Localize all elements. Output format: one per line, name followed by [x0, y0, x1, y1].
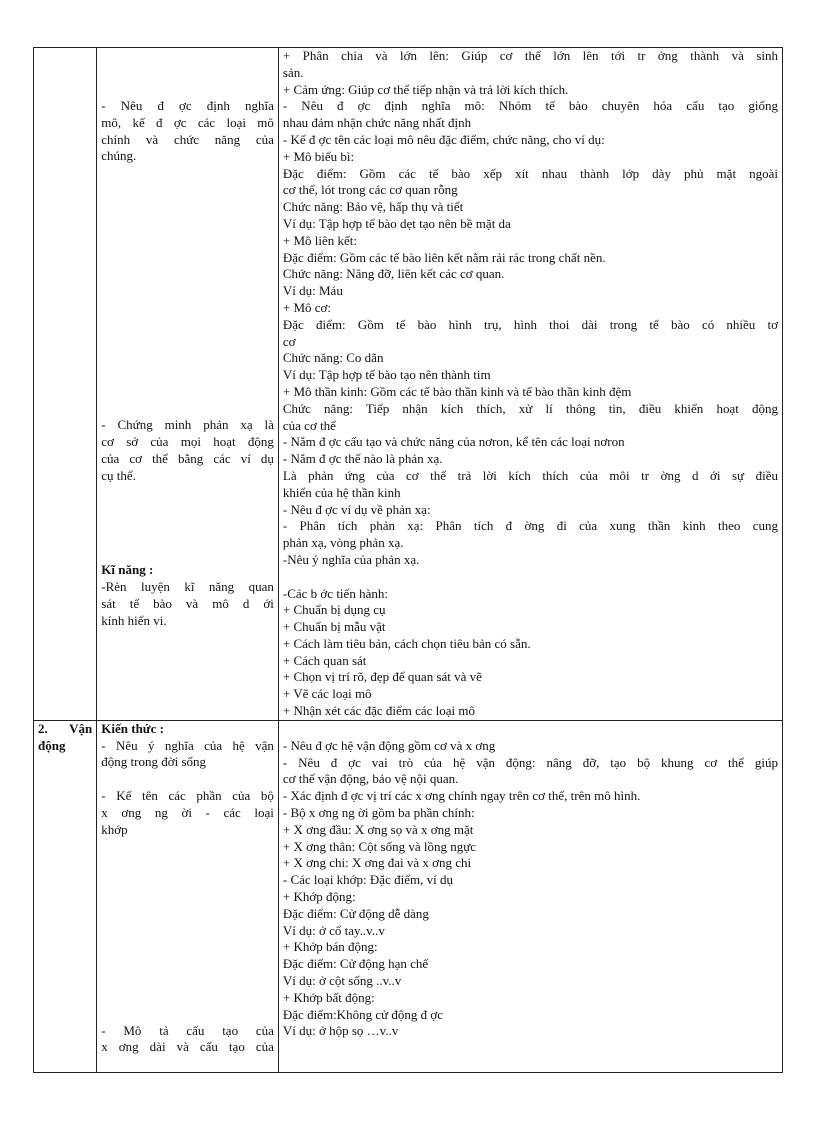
content-line: + Mô thần kinh: Gồm các tế bào thần kinh và tế bào thần kinh đệm — [282, 383, 632, 399]
objective-line: khớp — [101, 821, 128, 837]
content-line: + Mô liên kết: — [282, 232, 358, 248]
objective-line: của cơ thể bằng các ví dụ — [101, 450, 274, 466]
content-line: + X ơng đầu: X ơng sọ và x ơng mặt — [282, 821, 474, 837]
content-cell — [278, 48, 782, 721]
objective-line: sát tế bào và mô d ới — [101, 595, 274, 611]
content-line: Đặc điểm: Cử động hạn chế — [282, 956, 429, 972]
objective-line: chúng. — [101, 148, 137, 164]
content-line: + Chuẩn bị dụng cụ — [282, 602, 386, 618]
content-line: Chức năng: Tiếp nhận kích thích, xử lí thông tin, điều khiển hoạt động — [282, 400, 778, 416]
content-line: - Các loại khớp: Đặc điểm, ví dụ — [282, 872, 453, 888]
content-line: phản xạ, vòng phản xạ. — [282, 535, 404, 551]
content-line: Đặc điểm: Cử động dễ dàng — [282, 905, 429, 921]
objective-line: - Chứng minh phản xạ là — [101, 417, 274, 433]
content-line: + Chuẩn bị mẫu vật — [282, 619, 386, 635]
content-line: Đặc điểm: Gồm các tế bào liên kết nằm rải rác trong chất nền. — [282, 249, 606, 265]
objective-line: - Mô tả cấu tạo của — [101, 1022, 274, 1038]
content-line: Chức năng: Nâng đỡ, liên kết các cơ quan. — [282, 266, 505, 282]
content-line: - Nắm đ ợc thế nào là phản xạ. — [282, 451, 443, 467]
section-cell — [34, 48, 97, 721]
content-line: + Vẽ các loại mô — [282, 686, 372, 702]
content-line: của cơ thể — [282, 417, 336, 433]
content-line: cơ thể vận động, bảo vệ nội quan. — [282, 771, 459, 787]
content-line: - Nêu đ ợc hệ vận động gồm cơ và x ơng — [282, 737, 496, 753]
content-cell — [278, 720, 782, 1072]
content-line: Ví dụ: Tập hợp tế bào dẹt tạo nên bề mặt da — [282, 215, 511, 231]
content-line: + Khớp bất động: — [282, 989, 375, 1005]
content-line: -Các b ớc tiến hành: — [282, 585, 388, 601]
objective-line: mô, kể đ ợc các loại mô — [101, 114, 274, 130]
document-page — [33, 47, 783, 1073]
content-line: + Nhận xét các đặc điểm các loại mô — [282, 703, 476, 719]
content-line: Đặc điểm: Gồm tế bào hình trụ, hình thoi dài trong tế bào có nhiều tơ — [282, 316, 778, 332]
table-row — [34, 720, 783, 1072]
objective-line: cụ thể. — [101, 467, 136, 483]
objective-line: động trong đời sống — [101, 754, 207, 770]
content-line: Ví dụ: Tập hợp tế bào tạo nên thành tim — [282, 367, 491, 383]
objective-line: - Nêu đ ợc định nghĩa — [101, 98, 274, 113]
content-line: - Nêu đ ợc ví dụ về phản xạ: — [282, 501, 431, 517]
content-line: + X ơng thân: Cột sống và lồng ngực — [282, 838, 477, 854]
content-line: + X ơng chi: X ơng đai và x ơng chi — [282, 855, 472, 871]
section-title-cont: động — [38, 737, 66, 753]
content-line: + Khớp động: — [282, 889, 356, 905]
content-line: Ví dụ: ở hộp sọ …v..v — [282, 1023, 399, 1039]
content-line: + Khớp bán động: — [282, 939, 378, 955]
content-line: + Cách quan sát — [282, 652, 367, 668]
content-line: Ví dụ: ở cột sống ..v..v — [282, 973, 402, 989]
table-row — [34, 48, 783, 721]
content-line: Đặc điểm: Gồm các tế bào xếp xít nhau thành lớp dày phủ mặt ngoài — [282, 165, 778, 181]
content-line: + Mô cơ: — [282, 299, 332, 315]
objective-line: x ơng ng ời - các loại — [101, 805, 274, 821]
content-line: + Cảm ứng: Giúp cơ thể tiếp nhận và trả lời kích thích. — [282, 81, 569, 97]
content-line: - Nêu đ ợc vai trò của hệ vận động: nâng đỡ, tạo bộ khung cơ thể giúp — [282, 754, 778, 770]
content-line: Ví dụ: ở cổ tay..v..v — [282, 922, 385, 938]
objective-line: kính hiển vi. — [101, 612, 167, 628]
objectives-cell — [97, 48, 279, 721]
content-line: sản. — [282, 64, 304, 80]
content-line: - Xác định đ ợc vị trí các x ơng chính ngay trên cơ thể, trên mô hình. — [282, 788, 641, 804]
content-line: Ví dụ: Máu — [282, 283, 343, 299]
content-line: + Chọn vị trí rõ, đẹp để quan sát và vẽ — [282, 669, 482, 685]
objective-line: x ơng dài và cấu tạo của — [101, 1039, 274, 1055]
objective-line: - Nêu ý nghĩa của hệ vận — [101, 737, 274, 753]
objective-line: cơ sở của mọi hoạt động — [101, 433, 274, 449]
section-title: 2. Vận — [38, 720, 93, 736]
content-line: + Cách làm tiêu bản, cách chọn tiêu bản có sẵn. — [282, 635, 531, 651]
content-line: cơ thể, lót trong các cơ quan rỗng — [282, 182, 458, 198]
content-line: cơ — [282, 333, 296, 349]
content-line: -Nêu ý nghĩa của phản xạ. — [282, 551, 420, 567]
content-line: Chức năng: Co dãn — [282, 350, 384, 366]
content-line: Đặc điểm:Không cử động đ ợc — [282, 1006, 444, 1022]
content-line — [283, 569, 778, 586]
objective-line: - Kể tên các phần của bộ — [101, 788, 274, 804]
objective-line: -Rèn luyện kĩ năng quan — [101, 579, 274, 595]
content-line: - Bộ x ơng ng ời gồm ba phần chính: — [282, 805, 475, 821]
content-line: khiển của hệ thần kinh — [282, 484, 401, 500]
section-cell — [34, 720, 97, 1072]
skills-heading: Kĩ năng : — [101, 562, 154, 578]
content-line: nhau đảm nhận chức năng nhất định — [282, 115, 472, 131]
content-line: + Phân chia và lớn lên: Giúp cơ thể lớn lên tới tr ởng thành và sinh — [282, 48, 778, 63]
curriculum-table — [33, 47, 783, 1073]
knowledge-heading: Kiến thức : — [101, 720, 164, 736]
objective-line: chính và chức năng của — [101, 131, 274, 147]
content-line: Là phản ứng của cơ thể trả lời kích thích của môi tr ờng d ới sự điều — [282, 467, 778, 483]
content-line: - Nắm đ ợc cấu tạo và chức năng của nơron, kể tên các loại nơron — [282, 434, 625, 450]
content-line: + Mô biểu bì: — [282, 148, 355, 164]
content-line: - Phân tích phản xạ: Phân tích đ ờng đi của xung thần kinh theo cung — [282, 518, 778, 534]
content-line: Chức năng: Bảo vệ, hấp thụ và tiết — [282, 199, 464, 215]
content-line: - Nêu đ ợc định nghĩa mô: Nhóm tế bào chuyên hóa cấu tạo giống — [282, 98, 778, 114]
objectives-cell — [97, 720, 279, 1072]
content-line: - Kể đ ợc tên các loại mô nêu đặc điểm, chức năng, cho ví dụ: — [282, 131, 605, 147]
